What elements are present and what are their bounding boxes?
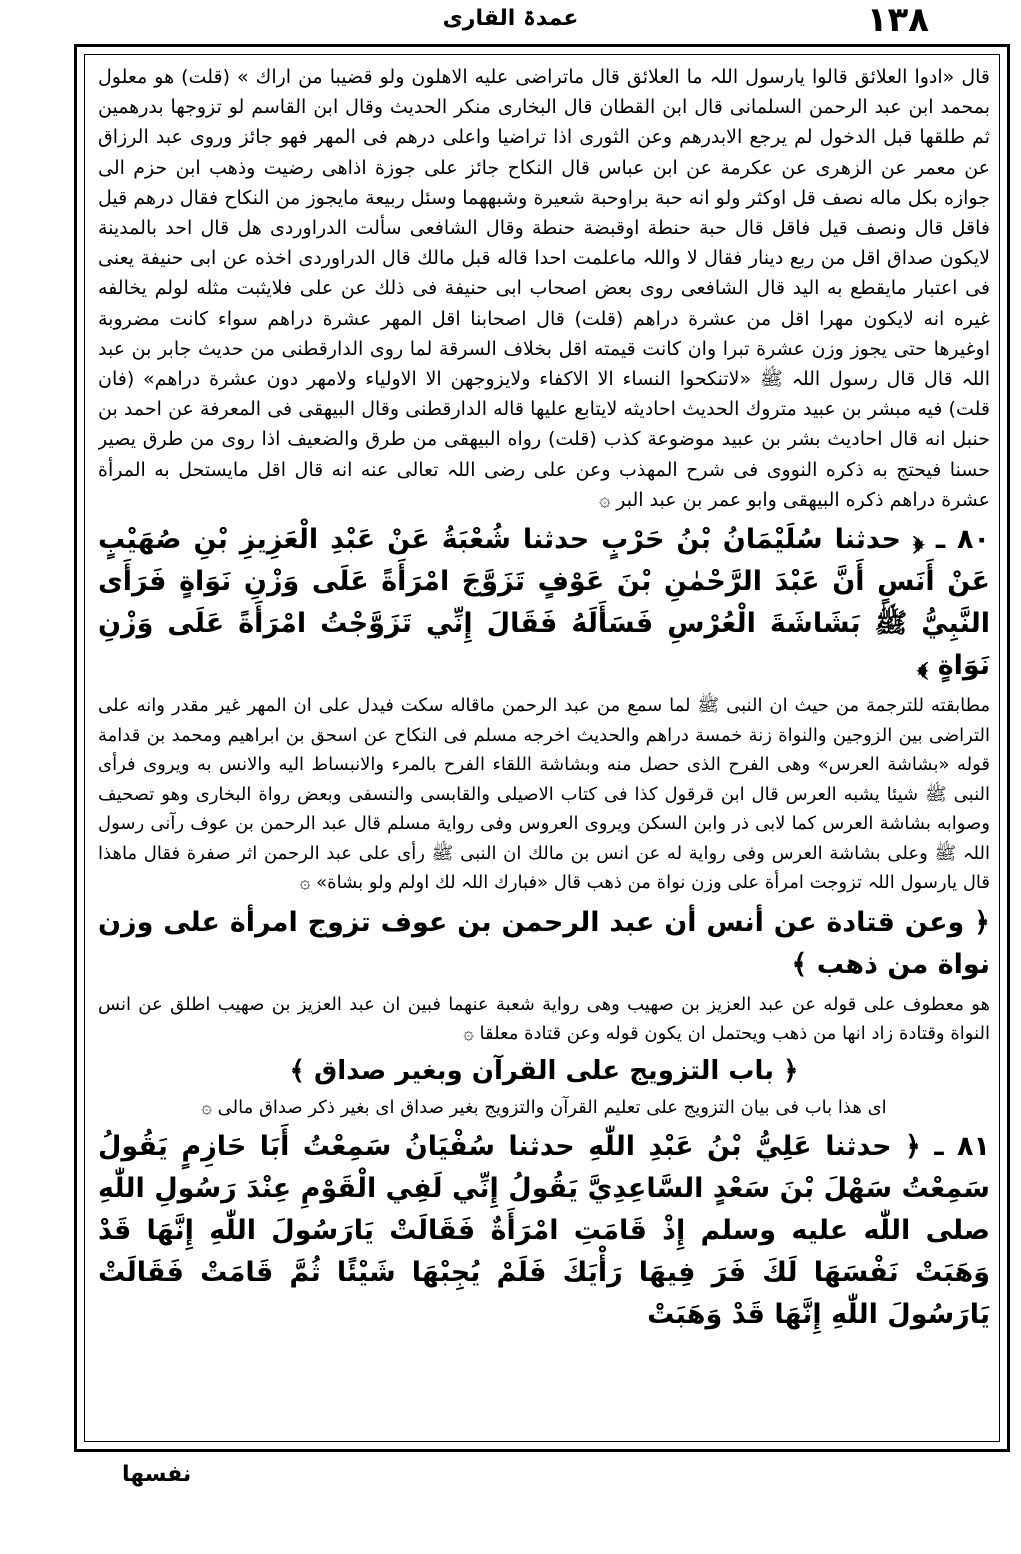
page-body: [98, 62, 990, 1434]
chapter-heading: ﴿ باب التزويج على القرآن وبغير صداق ﴾: [289, 1055, 799, 1086]
commentary-paragraph: قال «ادوا العلائق قالوا يارسول اللہ ما العلائق قال ماتراضى عليه الاهلون ولو قضيبا من اراك » (قلت) هو معلول بمحمد ابن عبد الرحمن السلمانى قال ابن القطان قال البخارى منكر الحديث وقال ابن القاسم لو تزوجها بدرهمين ثم طلقها قبل الدخول لم يرجع الابدرهم وعن الثورى اذا تراضيا واعلى درهم فى المهر فهو جائز وروى عبد الرزاق عن معمر عن الزهرى عن عكرمة عن ابن عباس قال النكاح جائز على جوزة اذاهى رضيت وذهب ابن حزم الى جوازه بكل ماله نصف قل اوكثر ولو انه حبة براوحبة شعيرة وشبههما وسئل ربيعة مايجوز من النكاح فقال درهم قيل فاقل قال ونصف قيل فاقل قال حبة حنطة اوقبضة حنطة وقال الشافعى سألت الدراوردى هل قال احد بالمدينة لايكون صداق اقل من ربع دينار فقال لا واللہ ماعلمت احدا قاله قبل مالك قال الدراوردى اخذه عن ابى حنيفة يعنى فى اعتبار مايقطع به اليد قال الشافعى روى بعض اصحاب ابى حنيفة فى ذلك عن على فلايثبت مثله لولم يخالفه غيره انه لايكون مهرا اقل من عشرة دراهم (قلت) قال اصحابنا اقل المهر عشرة دراهم سواء كانت مضروبة اوغيرها حتى يجوز وزن عشرة تبرا وان كانت قيمته اقل بخلاف السرقة لما روى الدارقطنى من حديث جابر بن عبد اللہ قال قال رسول اللہ ﷺ «لاتنكحوا النساء الا الاكفاء ولايزوجهن الا الاولياء ولامهر دون عشرة دراهم» (فان قلت) فيه مبشر بن عبيد متروك الحديث احاديثه لايتابع عليها قاله الدارقطنى وقال البيهقى فى المعرفة عن احمد بن حنبل انه قال احاديث بشر بن عبيد موضوعة كذب (قلت) رواه البيهقى من طرق والضعيف اذا روى من طرق يصير حسنا فيحتج به ذكره النووى فى شرح المهذب وعن على رضى اللہ تعالى عنه انه قال اقل مايستحل به المرأة عشرة دراهم ذكره البيهقى وابو عمر بن عبد البر ۞: [98, 66, 990, 511]
hadith-text: ٨١ ـ ﴿ حدثنا عَلِيُّ بْنُ عَبْدِ اللّٰهِ حدثنا سُفْيَانُ سَمِعْتُ أَبَا حَازِمٍ يَقُولُ سَمِعْتُ سَهْلَ بْنَ سَعْدٍ السَّاعِدِيَّ يَقُولُ إِنِّي لَفِي الْقَوْمِ عِنْدَ رَسُولِ اللّٰهِ صلى اللّٰه عليه وسلم إِذْ قَامَتِ امْرَأَةٌ فَقَالَتْ يَارَسُولَ اللّٰهِ إِنَّهَا قَدْ وَهَبَتْ نَفْسَهَا لَكَ فَرَ فِيهَا رَأْيَكَ فَلَمْ يُجِبْهَا شَيْئًا ثُمَّ قَامَتْ فَقَالَتْ يَارَسُولَ اللّٰهِ إِنَّهَا قَدْ وَهَبَتْ: [98, 1131, 990, 1331]
chapter-explanation: اى هذا باب فى بيان التزويج على تعليم القرآن والتزويج بغير صداق اى بغير ذكر صداق مالى ۞: [201, 1096, 887, 1118]
catchword: نفسها: [122, 1462, 192, 1487]
commentary-paragraph: هو معطوف على قوله عن عبد العزيز بن صهيب وهى رواية شعبة عنهما فبين ان عبد العزيز بن صهيب اطلق عن انس النواة وقتادة زاد انها من ذهب ويحتمل ان يكون قوله وعن قتادة معلقا ۞: [98, 993, 990, 1045]
page-number: ۱۳۸: [866, 0, 929, 40]
commentary-paragraph: مطابقته للترجمة من حيث ان النبى ﷺ لما سمع من عبد الرحمن ماقاله سكت فيدل على ان المهر غير مقدر وانه على التراضى بين الزوجين والنواة زنة خمسة دراهم والحديث اخرجه مسلم فى النكاح عن اسحق بن ابراهيم ومحمد بن قدامة قوله «بشاشة العرس» وهى الفرح الذى حصل منه وبشاشة اللقاء الفرح بالمرء والانبساط اليه والانس به ويروى فرأى النبى ﷺ شيئا يشبه العرس قال ابن قرقول كذا فى كتاب الاصيلى والقابسى والنسفى وبعض رواة البخارى وهو تصحيف وصوابه بشاشة العرس كما لابى ذر وابن السكن ويروى العروس وفى رواية مسلم قال عبد الرحمن بن عوف رآنى رسول اللہ ﷺ وعلى بشاشة العرس وفى رواية له عن انس بن مالك ان النبى ﷺ رأى على عبد الرحمن اثر صفرة فقال ماهذا قال يارسول اللہ تزوجت امرأة على وزن نواة من ذهب قال «فبارك اللہ لك اولم ولو بشاة» ۞: [98, 695, 990, 894]
hadith-text: ﴿ وعن قتادة عن أنس أن عبد الرحمن بن عوف تزوج امرأة على وزن نواة من ذهب ﴾: [98, 906, 990, 980]
page-header: [0, 0, 1021, 42]
running-title: عمدۃ القاری: [442, 6, 579, 31]
hadith-text: ٨٠ ـ ﴿ حدثنا سُلَيْمَانُ بْنُ حَرْبٍ حدثنا شُعْبَةُ عَنْ عَبْدِ الْعَزِيزِ بْنِ صُهَيْبٍ عَنْ أَنَسٍ أَنَّ عَبْدَ الرَّحْمٰنِ بْنَ عَوْفٍ تَزَوَّجَ امْرَأَةً عَلَى وَزْنِ نَوَاةٍ فَرَأَى النَّبِيُّ ﷺ بَشَاشَةَ الْعُرْسِ فَسَأَلَهُ فَقَالَ إِنِّي تَزَوَّجْتُ امْرَأَةً عَلَى وَزْنِ نَوَاةٍ ﴾: [98, 524, 990, 682]
